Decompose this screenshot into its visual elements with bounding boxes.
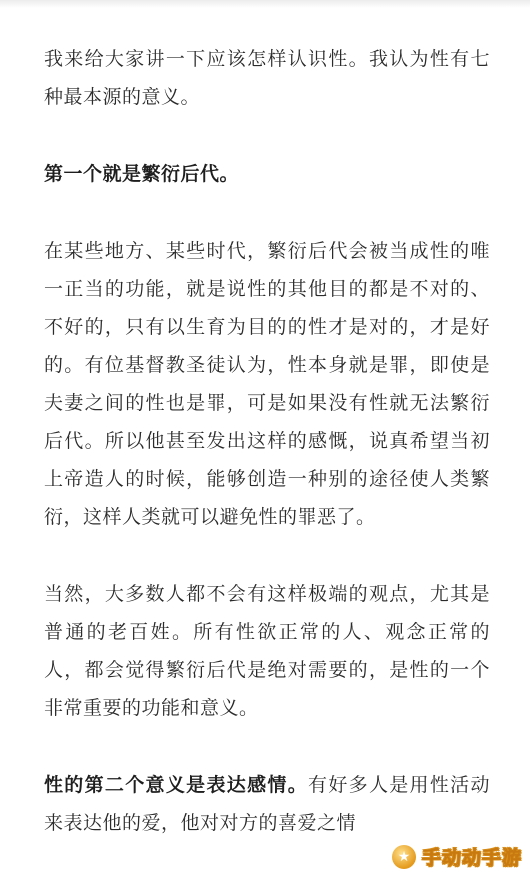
paragraph-common-view: 当然，大多数人都不会有这样极端的观点，尤其是普通的老百姓。所有性欲正常的人、观念正常的人，都会觉得繁衍后代是绝对需要的，是性的一个非常重要的功能和意义。	[44, 583, 490, 719]
second-meaning-text: 有好多人是用性活动来表达他的爱，他对对方的喜爱之情	[44, 774, 490, 834]
paragraph-reproduction: 在某些地方、某些时代，繁衍后代会被当成性的唯一正当的功能，就是说性的其他目的都是不对的、不好的，只有以生育为目的的性才是对的，才是好的。有位基督教圣徒认为，性本身就是罪，即使是夫妻之间的性也是罪，可是如果没有性就无法繁衍后代。所以他甚至发出这样的感慨，说真希望当初上帝造人的时候，能够创造一种别的途径使人类繁衍，这样人类就可以避免性的罪恶了。	[44, 240, 490, 528]
site-watermark	[392, 843, 522, 870]
section-heading-1	[44, 155, 490, 193]
heading-text: 第一个就是繁衍后代。	[44, 163, 240, 185]
top-edge-shadow	[0, 0, 530, 8]
second-meaning-heading: 性的第二个意义是表达感情。	[44, 774, 309, 796]
game-logo-icon: ★	[392, 845, 416, 869]
paragraph-second-meaning	[44, 766, 490, 842]
watermark-text: 手动动手游	[421, 847, 522, 869]
intro-paragraph: 我来给大家讲一下应该怎样认识性。我认为性有七种最本源的意义。	[44, 48, 490, 108]
article-body	[44, 40, 490, 842]
